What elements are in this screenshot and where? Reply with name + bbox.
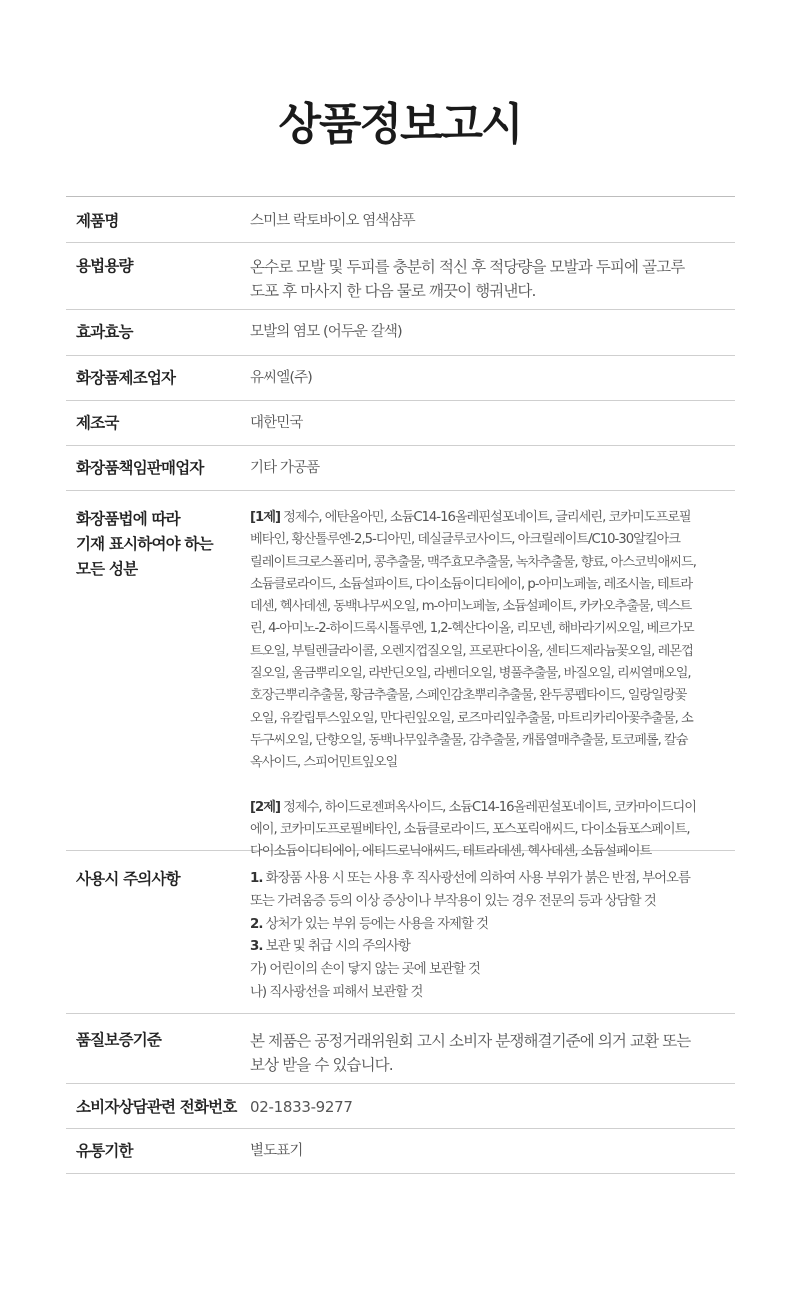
agent2-ingredients <box>250 797 735 864</box>
row-value: 본 제품은 공정거래위원회 고시 소비자 분쟁해결기준에 의거 교환 또는 보상 받을 수 있습니다. <box>250 1032 691 1074</box>
precaution-text: 상처가 있는 부위 등에는 사용을 자제할 것 <box>262 916 489 932</box>
precaution-text: 나) 직사광선을 피해서 보관할 것 <box>250 984 423 1000</box>
ingredients-list <box>250 507 735 860</box>
precaution-text: 보관 및 취급 시의 주의사항 <box>262 939 410 955</box>
precaution-text: 가) 어린이의 손이 닿지 않는 곳에 보관할 것 <box>250 962 480 978</box>
row-value: 유씨엘(주) <box>250 370 312 386</box>
agent2-text: 정제수, 하이드로젠퍼옥사이드, 소듐C14-16올레핀설포네이트, 코카마이드디이 에이, 코카미도프로필베타인, 소듐클로라이드, 포스포릭애씨드, 다이소듐포스페이트, 다이소듐이디티에이, 에티드로닉애씨드, 테트라데센, 헥사데센, 소듐설페이트 <box>250 799 697 860</box>
agent1-tag: [1제] <box>250 510 280 525</box>
row-value: 별도표기 <box>250 1143 303 1159</box>
agent1-ingredients <box>250 507 735 775</box>
agent1-text: 정제수, 에탄올아민, 소듐C14-16올레핀설포네이트, 글리세린, 코카미도프로필 베타인, 황산톨루엔-2,5-디아민, 데실글루코사이드, 아크릴레이트/C10-30알킬아크 릴레이트크로스폴리머, 콩추출물, 맥주효모추출물, 녹차추출물, 향료, 아스코빅애씨드, 소듐클로라이드, 소듐설파이트, 다이소듐이디티에이, p-아미노페놀, 레조시놀, 테트라 데센, 헥사데센, 동백나무씨오일, m-아미노페놀, 소듐설페이트, 카카오추출물, 덱스트 린, 4-아미노-2-하이드록시톨루엔, 1,2-헥산다이올, 리모넨, 해바라기씨오일, 베르가모 트오일, 부틸렌글라이콜, 오렌지껍질오일, 프로판다이올, 센티드제라늄꽃오일, 레몬껍 질오일, 울금뿌리오일, 라반딘오일, 라벤더오일, 병풀추출물, 바질오일, 리씨열매오일, 호장근뿌리추출물, 황금추출물, 스페인감초뿌리추출물, 완두콩펩타이드, 일랑일랑꽃 오일, 유칼립투스잎오일, 만다린잎오일, 로즈마리잎추출물, 마트리카리아꽃추출물, 소 두구씨오일, 단향오일, 동백나무잎추출물, 감추출물, 캐롭열매추출물, 토코페롤, 칼슘 옥사이드, 스피어민트잎오일 <box>250 510 696 771</box>
row-value: 온수로 모발 및 두피를 충분히 적신 후 적당량을 모발과 두피에 골고루 도포 후 마사지 한 다음 물로 깨끗이 행궈낸다. <box>250 258 685 300</box>
precautions-list <box>250 868 735 1013</box>
table-row-precautions <box>66 851 735 1014</box>
table-row-manufacturer <box>66 356 735 401</box>
precaution-subitem <box>250 982 735 1005</box>
precaution-item <box>250 868 735 914</box>
precaution-number: 2. <box>250 916 263 932</box>
agent2-tag: [2제] <box>250 799 280 815</box>
table-row-phone <box>66 1084 735 1129</box>
phone-number: 02-1833-9277 <box>250 1098 353 1116</box>
row-label: 유통기한 <box>76 1142 133 1160</box>
info-table <box>66 196 735 1174</box>
row-label: 화장품제조업자 <box>76 369 176 387</box>
row-label: 용법용량 <box>76 257 133 275</box>
table-row-country <box>66 401 735 446</box>
table-row-expiry <box>66 1129 735 1174</box>
precaution-text: 화장품 사용 시 또는 사용 후 직사광선에 의하여 사용 부위가 붉은 반점, 부어오름 또는 가려움증 등의 이상 증상이나 부작용이 있는 경우 전문의 등과 상담할 것 <box>250 871 690 909</box>
table-row-ingredients <box>66 491 735 860</box>
row-label: 효과효능 <box>76 323 133 341</box>
row-label: 제품명 <box>76 212 119 230</box>
row-label: 화장품책임판매업자 <box>76 459 204 477</box>
row-value: 기타 가공품 <box>250 460 320 476</box>
table-row-usage <box>66 243 735 310</box>
row-value: 대한민국 <box>250 415 303 431</box>
precaution-item <box>250 936 735 959</box>
row-value: 모발의 염모 (어두운 갈색) <box>250 324 402 340</box>
row-label: 사용시 주의사항 <box>76 870 180 888</box>
row-label: 화장품법에 따라 기재 표시하여야 하는 모든 성분 <box>76 510 213 578</box>
table-row-product-name <box>66 197 735 243</box>
precaution-item <box>250 914 735 937</box>
row-label: 품질보증기준 <box>76 1031 162 1049</box>
precaution-number: 1. <box>250 871 263 886</box>
table-row-seller <box>66 446 735 491</box>
table-row-efficacy <box>66 310 735 356</box>
page-title: 상품정보고시 <box>278 99 522 150</box>
row-label: 소비자상담관련 전화번호 <box>76 1098 237 1116</box>
row-label: 제조국 <box>76 414 119 432</box>
row-value: 스미브 락토바이오 염색샴푸 <box>250 213 415 229</box>
table-row-quality <box>66 1014 735 1084</box>
precaution-subitem <box>250 959 735 982</box>
precaution-number: 3. <box>250 939 263 955</box>
